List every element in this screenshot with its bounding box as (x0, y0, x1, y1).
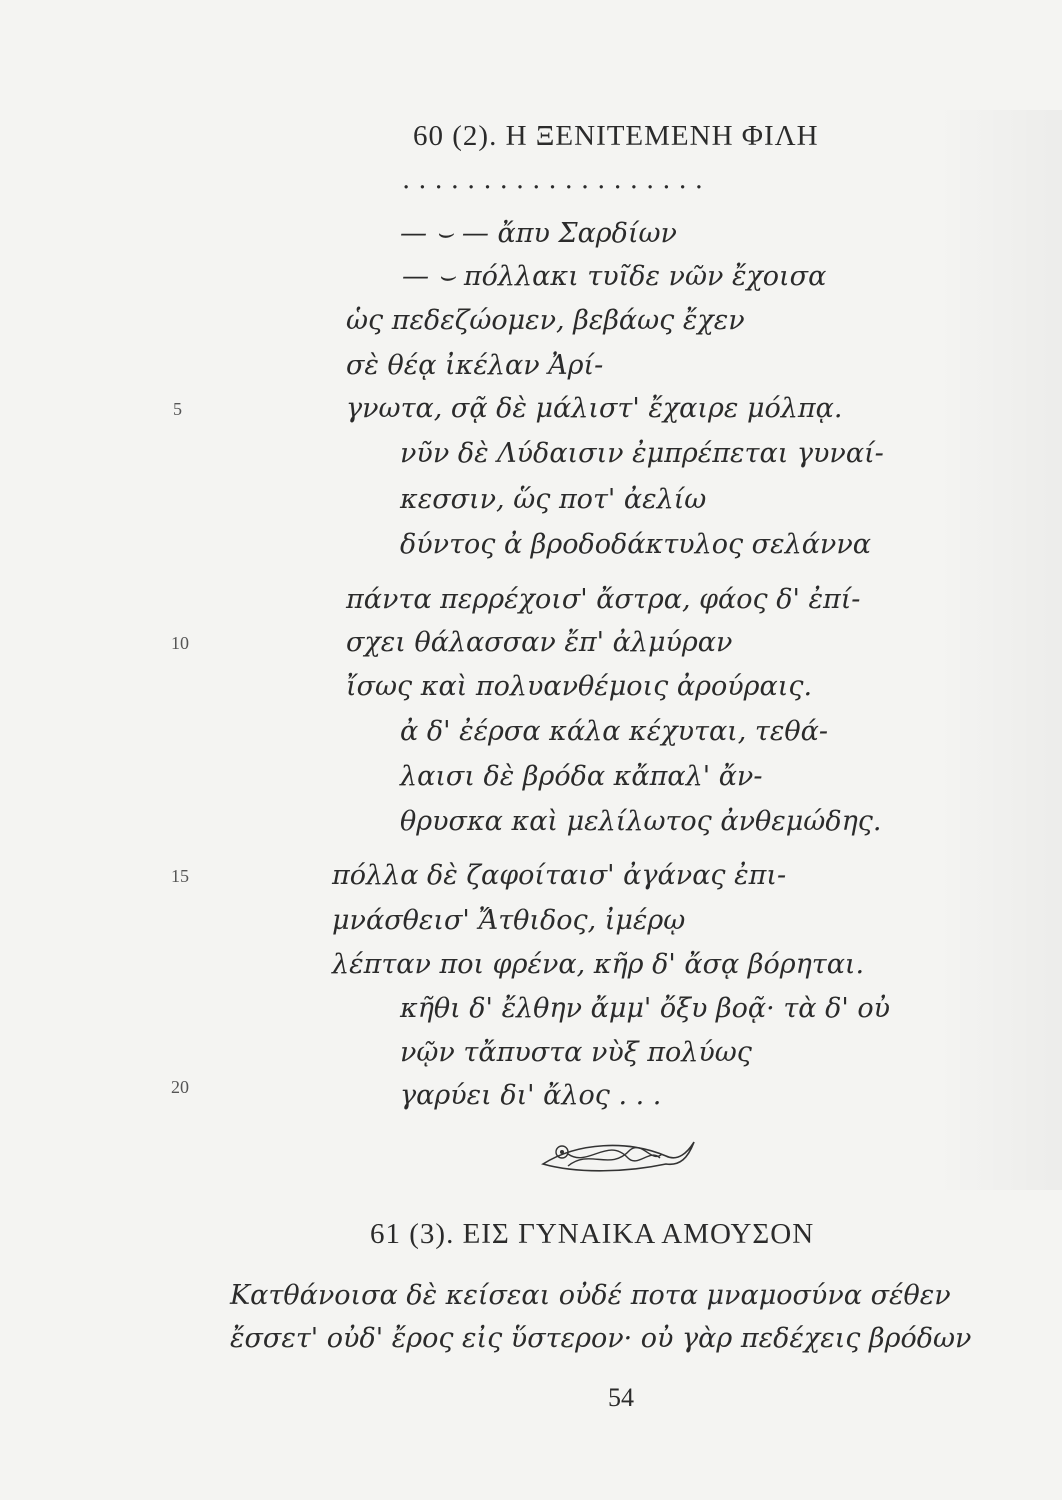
verse-line: θρυσκα καὶ μελίλωτος ἀνθεμώδης. (400, 806, 882, 837)
verse-line: σὲ θέᾳ ἰκέλαν Ἀρί- (346, 350, 604, 381)
verse-line: ἴσως καὶ πολυανθέμοις ἀρούραις. (346, 671, 813, 702)
poem-60-title: 60 (2). Η ΞΕΝΙΤΕΜΕΝΗ ΦΙΛΗ (413, 120, 819, 152)
verse-line: — ⌣ — ἄπυ Σαρδίων (400, 218, 677, 249)
verse-line: ὡς πεδεζώομεν, βεβάως ἔχεν (346, 305, 745, 336)
line-number: 10 (171, 633, 189, 653)
verse-line: νῦν δὲ Λύδαισιν ἐμπρέπεται γυναί- (400, 438, 884, 469)
fish-ornament-icon (538, 1130, 698, 1178)
verse-line: λέπταν ποι φρένα, κῆρ δ' ἄσᾳ βόρηται. (332, 949, 865, 980)
poem-61-title: 61 (3). ΕΙΣ ΓΥΝΑΙΚΑ ΑΜΟΥΣΟΝ (370, 1218, 815, 1250)
facing-page-bleed (935, 110, 1062, 1190)
line-number: 5 (173, 399, 182, 419)
prose-line: ἔσσετ' οὐδ' ἔρος εἰς ὕστερον· οὐ γὰρ πεδέχεις βρόδων (230, 1323, 972, 1354)
verse-line: — ⌣ πόλλακι τυῖδε νῶν ἔχοισα (402, 261, 827, 292)
verse-line: νῷν τἄπυστα νὺξ πολύως (400, 1037, 752, 1068)
verse-line: ἀ δ' ἐέρσα κάλα κέχυται, τεθά- (400, 716, 828, 747)
verse-line: μνάσθεισ' Ἄτθιδος, ἰμέρῳ (332, 905, 686, 936)
verse-line: γαρύει δι' ἄλος . . . (400, 1080, 662, 1111)
prose-line: Κατθάνοισα δὲ κείσεαι οὐδέ ποτα μναμοσύνα σέθεν (230, 1280, 951, 1311)
verse-line: κεσσιν, ὥς ποτ' ἀελίω (400, 484, 707, 515)
verse-line: πάντα περρέχοισ' ἄστρα, φάος δ' ἐπί- (346, 584, 861, 615)
lacuna-ellipsis: ................... (402, 165, 712, 195)
verse-line: σχει θάλασσαν ἔπ' ἀλμύραν (346, 627, 733, 658)
verse-line: πόλλα δὲ ζαφοίταισ' ἀγάνας ἐπι- (332, 860, 787, 891)
page-number: 54 (608, 1383, 634, 1412)
verse-line: κῆθι δ' ἔλθην ἄμμ' ὄξυ βοᾷ· τὰ δ' οὐ (400, 993, 890, 1024)
verse-line: γνωτα, σᾷ δὲ μάλιστ' ἔχαιρε μόλπᾳ. (346, 393, 843, 424)
verse-line: δύντος ἀ βροδοδάκτυλος σελάννα (400, 529, 871, 560)
verse-line: λαισι δὲ βρόδα κἄπαλ' ἄν- (400, 761, 763, 792)
line-number: 20 (171, 1077, 189, 1097)
line-number: 15 (171, 866, 189, 886)
